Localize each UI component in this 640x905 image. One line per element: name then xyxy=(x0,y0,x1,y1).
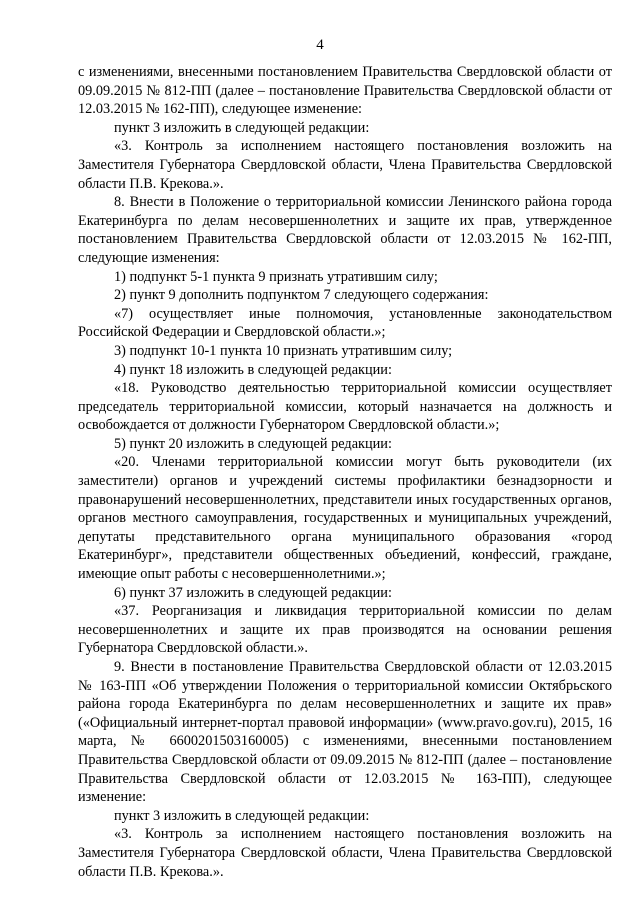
paragraph: «20. Членами территориальной комиссии могут быть руководители (их заместители) органов и учреждений системы профилактики безнадзорности и правонарушений несовершеннолетних, представители иных государственных органов, органов местного самоуправления, государственных и муниципальных учреждений, депутаты представительного органа муниципального образования «город Екатеринбург», представители общественных объедиений, конфессий, граждане, имеющие опыт работы с несовершеннолетними.»; xyxy=(78,454,612,583)
paragraph: «37. Реорганизация и ликвидация территориальной комиссии по делам несовершеннолетних и защите их прав производятся на основании решения Губернатора Свердловской области.». xyxy=(78,603,612,657)
paragraph: пункт 3 изложить в следующей редакции: xyxy=(114,119,370,136)
paragraph: 6) пункт 37 изложить в следующей редакции: xyxy=(114,584,392,601)
paragraph: 2) пункт 9 дополнить подпунктом 7 следующего содержания: xyxy=(114,287,489,304)
paragraph: 8. Внести в Положение о территориальной комиссии Ленинского района города Екатеринбурга по делам несовершеннолетних и защите их прав, утвержденное постановлением Правительства Свердловской области от 12.03.2015 № 162-ПП, следующие изменения: xyxy=(78,194,612,266)
paragraph: 1) подпункт 5-1 пункта 9 признать утратившим силу; xyxy=(114,268,438,285)
document-body xyxy=(78,63,612,881)
page-number: 4 xyxy=(316,37,324,53)
paragraph: 4) пункт 18 изложить в следующей редакции: xyxy=(114,361,392,378)
paragraph: «7) осуществляет иные полномочия, установленные законодательством Российской Федерации и Свердловской области.»; xyxy=(78,305,612,341)
paragraph: 5) пункт 20 изложить в следующей редакции: xyxy=(114,435,392,452)
paragraph: с изменениями, внесенными постановлением Правительства Свердловской области от 09.09.2015 № 812-ПП (далее – постановление Правительства Свердловской области от 12.03.2015 № 162-ПП), следующее изменение: xyxy=(78,64,612,118)
paragraph: «18. Руководство деятельностью территориальной комиссии осуществляет председатель территориальной комиссии, который назначается на должность и освобождается от должности Губернатором Свердловской области.»; xyxy=(78,380,612,434)
paragraph: «3. Контроль за исполнением настоящего постановления возложить на Заместителя Губернатора Свердловской области, Члена Правительства Свердловской области П.В. Крекова.». xyxy=(78,826,612,880)
paragraph: 3) подпункт 10-1 пункта 10 признать утратившим силу; xyxy=(114,342,453,359)
paragraph: 9. Внести в постановление Правительства Свердловской области от 12.03.2015 № 163-ПП «Об утверждении Положения о территориальной комиссии Октябрьского района города Екатеринбурга по делам несовершеннолетних и защите их прав» («Официальный интернет-портал правовой информации» (www.pravo.gov.ru), 2015, 16 марта, № 6600201503160005) с изменениями, внесенными постановлением Правительства Свердловской области от 09.09.2015 № 812-ПП (далее – постановление Правительства Свердловской области от 12.03.2015 № 163-ПП), следующее изменение: xyxy=(78,659,612,806)
paragraph: пункт 3 изложить в следующей редакции: xyxy=(114,807,370,824)
paragraph: «3. Контроль за исполнением настоящего постановления возложить на Заместителя Губернатора Свердловской области, Члена Правительства Свердловской области П.В. Крекова.». xyxy=(78,138,612,192)
